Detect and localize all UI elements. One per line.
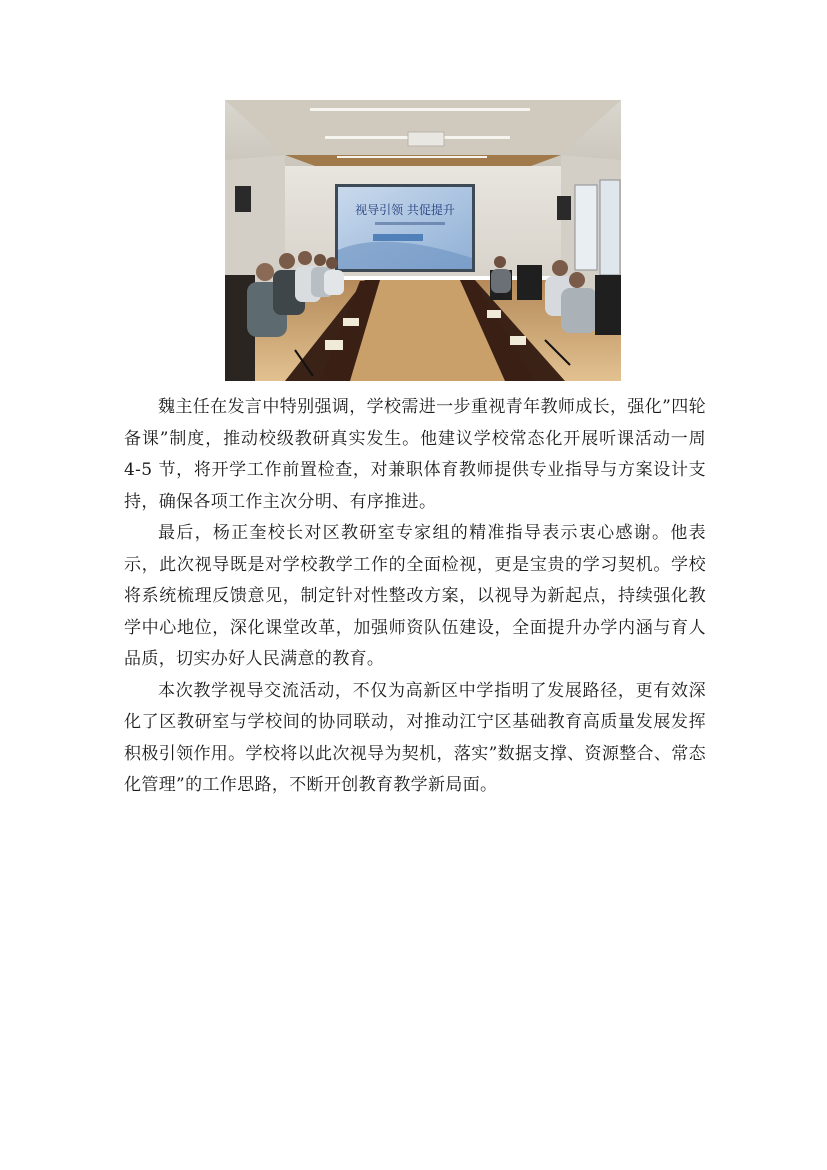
paragraph-1: 魏主任在发言中特别强调，学校需进一步重视青年教师成长，强化”四轮备课”制度，推动校级教研真实发生。他建议学校常态化开展听课活动一周 4-5 节，将开学工作前置检查，对兼职体育教师提供专业指导与方案设计支持，确保各项工作主次分明、有序推进。: [124, 397, 706, 512]
meeting-photo: [225, 100, 621, 381]
screen-slide-title: 视导引领 共促提升: [355, 203, 455, 217]
paragraph-2: 最后，杨正奎校长对区教研室专家组的精准指导表示衷心感谢。他表示，此次视导既是对学校教学工作的全面检视，更是宝贵的学习契机。学校将系统梳理反馈意见，制定针对性整改方案，以视导为新起点，持续强化教学中心地位，深化课堂改革，加强师资队伍建设，全面提升办学内涵与育人品质，切实办好人民满意的教育。: [124, 523, 706, 669]
article-body: [124, 392, 706, 802]
paragraph-3: 本次教学视导交流活动，不仅为高新区中学指明了发展路径，更有效深化了区教研室与学校间的协同联动，对推动江宁区基础教育高质量发展发挥积极引领作用。学校将以此次视导为契机，落实”数据支撑、资源整合、常态化管理”的工作思路，不断开创教育教学新局面。: [124, 680, 706, 795]
